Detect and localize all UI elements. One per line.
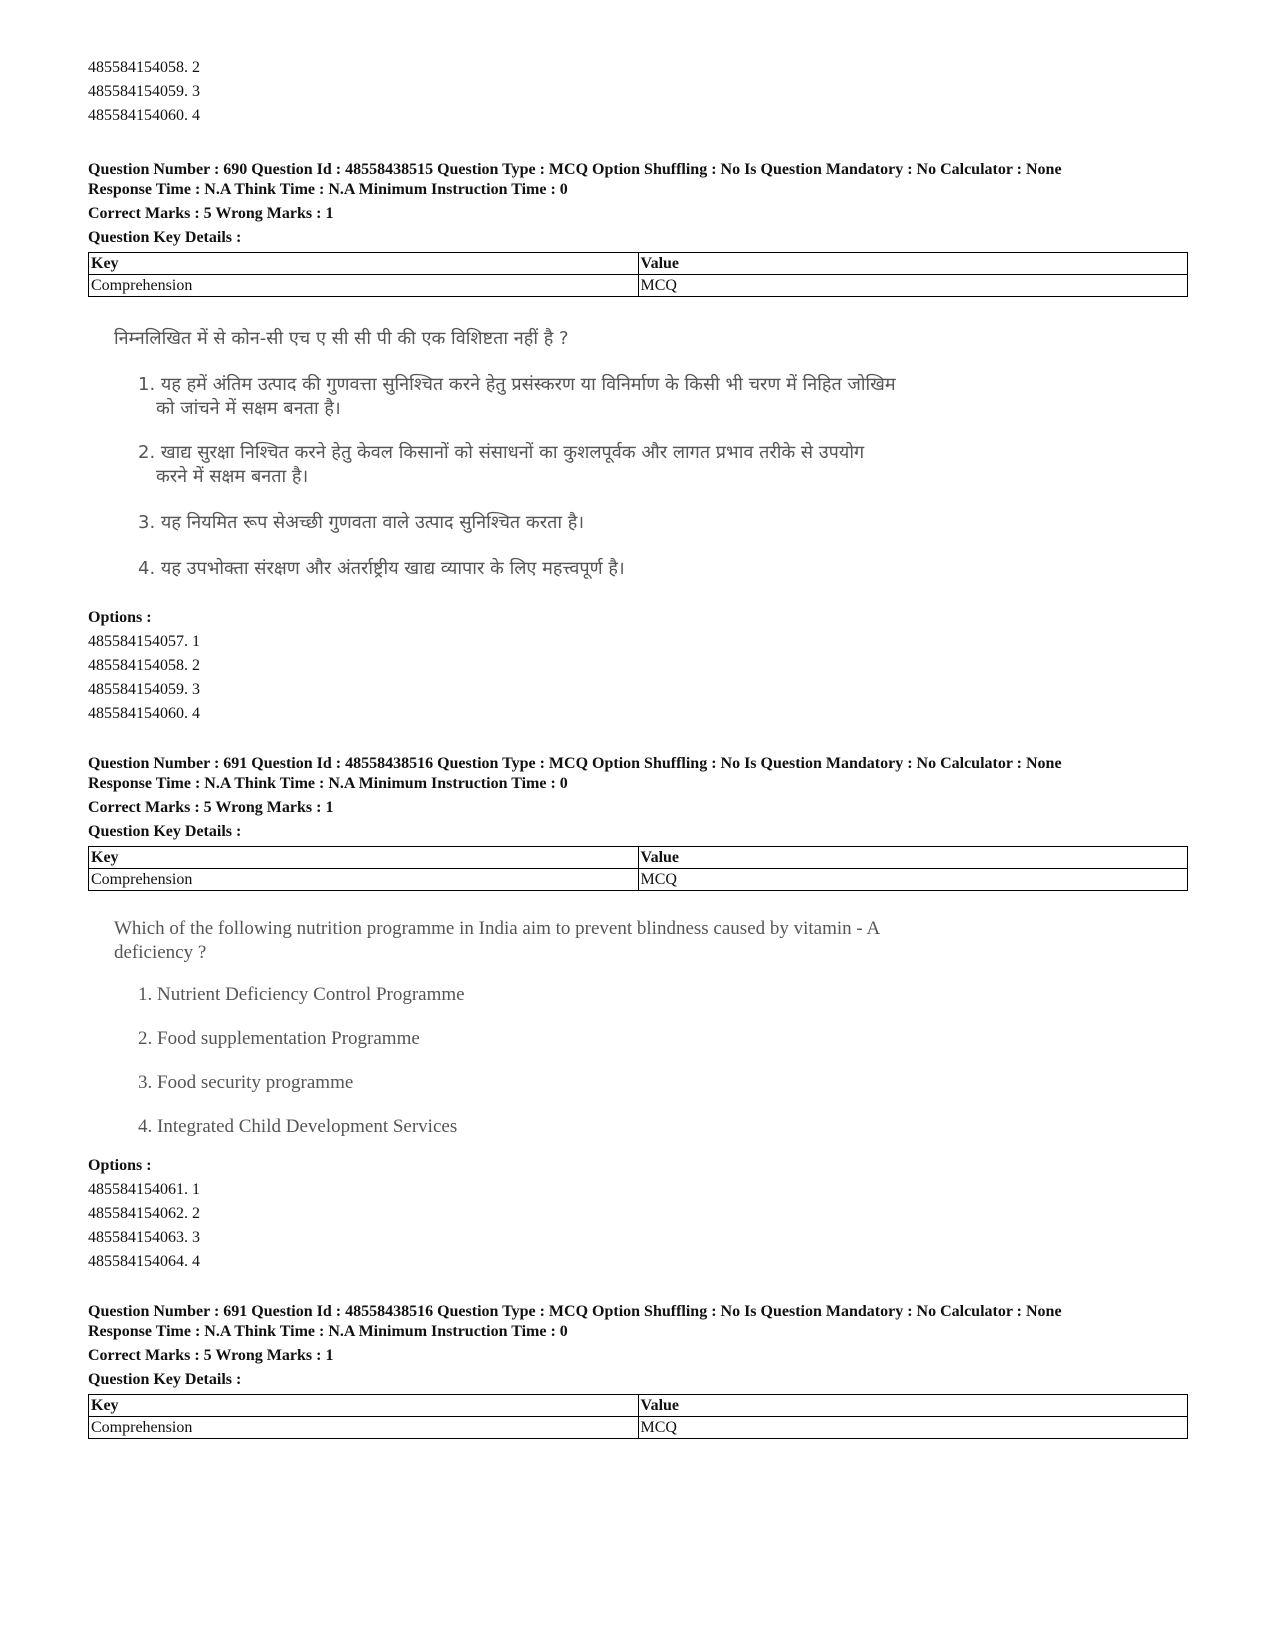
- choice-4: 4. यह उपभोक्ता संरक्षण और अंतर्राष्ट्रीय खाद्य व्यापार के लिए महत्त्वपूर्ण है।: [138, 558, 625, 579]
- question-header: Question Number : 691 Question Id : 48558438516 Question Type : MCQ Option Shuffling : No Is Question Mandatory : No Calculator : None: [88, 1303, 1062, 1320]
- table-header-key: Key: [89, 253, 639, 275]
- table-cell-value: MCQ: [638, 869, 1188, 891]
- options-block-691: [88, 1154, 200, 1274]
- choice-2-cont: करने में सक्षम बनता है।: [156, 466, 309, 487]
- response-time-line: Response Time : N.A Think Time : N.A Minimum Instruction Time : 0: [88, 181, 568, 198]
- option-line: 485584154059. 3: [88, 681, 200, 698]
- option-line: 485584154061. 1: [88, 1181, 200, 1198]
- choice-1: 1. Nutrient Deficiency Control Programme: [138, 984, 465, 1005]
- top-options-list: [88, 56, 200, 128]
- table-cell-key: Comprehension: [89, 275, 639, 297]
- choice-2: 2. खाद्य सुरक्षा निश्चित करने हेतु केवल किसानों को संसाधनों का कुशलपूर्वक और लागत प्रभाव तरीके से उपयोग: [138, 442, 865, 463]
- table-header-key: Key: [89, 1395, 639, 1417]
- choice-2: 2. Food supplementation Programme: [138, 1028, 420, 1049]
- table-header-value: Value: [638, 1395, 1188, 1417]
- marks-line: Correct Marks : 5 Wrong Marks : 1: [88, 205, 334, 222]
- table-header-value: Value: [638, 253, 1188, 275]
- question-header: Question Number : 691 Question Id : 48558438516 Question Type : MCQ Option Shuffling : No Is Question Mandatory : No Calculator : None: [88, 755, 1062, 772]
- key-details-table: [88, 846, 1188, 891]
- option-line: 485584154060. 4: [88, 107, 200, 124]
- table-cell-key: Comprehension: [89, 1417, 639, 1439]
- option-line: 485584154064. 4: [88, 1253, 200, 1270]
- key-details-label: Question Key Details :: [88, 823, 242, 840]
- options-label: Options :: [88, 609, 152, 626]
- options-label: Options :: [88, 1157, 152, 1174]
- response-time-line: Response Time : N.A Think Time : N.A Minimum Instruction Time : 0: [88, 1323, 568, 1340]
- choice-3: 3. Food security programme: [138, 1072, 354, 1093]
- choice-1-cont: को जांचने में सक्षम बनता है।: [156, 398, 341, 419]
- table-row: [89, 275, 1188, 297]
- question-stem-cont: deficiency ?: [114, 942, 207, 963]
- table-row: [89, 253, 1188, 275]
- question-header: Question Number : 690 Question Id : 48558438515 Question Type : MCQ Option Shuffling : No Is Question Mandatory : No Calculator : None: [88, 161, 1062, 178]
- key-details-table: [88, 252, 1188, 297]
- table-header-key: Key: [89, 847, 639, 869]
- table-row: [89, 1417, 1188, 1439]
- option-line: 485584154060. 4: [88, 705, 200, 722]
- choice-4: 4. Integrated Child Development Services: [138, 1116, 458, 1137]
- table-cell-value: MCQ: [638, 275, 1188, 297]
- marks-line: Correct Marks : 5 Wrong Marks : 1: [88, 1347, 334, 1364]
- table-row: [89, 847, 1188, 869]
- table-row: [89, 1395, 1188, 1417]
- marks-line: Correct Marks : 5 Wrong Marks : 1: [88, 799, 334, 816]
- option-line: 485584154063. 3: [88, 1229, 200, 1246]
- key-details-table: [88, 1394, 1188, 1439]
- question-block-690: [88, 160, 1188, 581]
- choice-3: 3. यह नियमित रूप सेअच्छी गुणवता वाले उत्पाद सुनिश्चित करता है।: [138, 512, 585, 533]
- option-line: 485584154058. 2: [88, 657, 200, 674]
- choice-1: 1. यह हमें अंतिम उत्पाद की गुणवत्ता सुनिश्चित करने हेतु प्रसंस्करण या विनिर्माण के किसी भी चरण में निहित जोखिम: [138, 374, 896, 395]
- option-line: 485584154057. 1: [88, 633, 200, 650]
- question-image: [114, 917, 1188, 1139]
- table-cell-value: MCQ: [638, 1417, 1188, 1439]
- key-details-label: Question Key Details :: [88, 229, 242, 246]
- table-row: [89, 869, 1188, 891]
- option-line: 485584154059. 3: [88, 83, 200, 100]
- table-header-value: Value: [638, 847, 1188, 869]
- table-cell-key: Comprehension: [89, 869, 639, 891]
- question-block-691-repeat: [88, 1302, 1188, 1439]
- question-stem: Which of the following nutrition programme in India aim to prevent blindness caused by vitamin - A: [114, 918, 881, 939]
- question-stem: निम्नलिखित में से कोन-सी एच ए सी सी पी की एक विशिष्टता नहीं है ?: [114, 328, 569, 349]
- option-line: 485584154062. 2: [88, 1205, 200, 1222]
- response-time-line: Response Time : N.A Think Time : N.A Minimum Instruction Time : 0: [88, 775, 568, 792]
- question-block-691: [88, 754, 1188, 1139]
- options-block-690: [88, 606, 200, 726]
- key-details-label: Question Key Details :: [88, 1371, 242, 1388]
- question-image: [114, 327, 1188, 581]
- option-line: 485584154058. 2: [88, 59, 200, 76]
